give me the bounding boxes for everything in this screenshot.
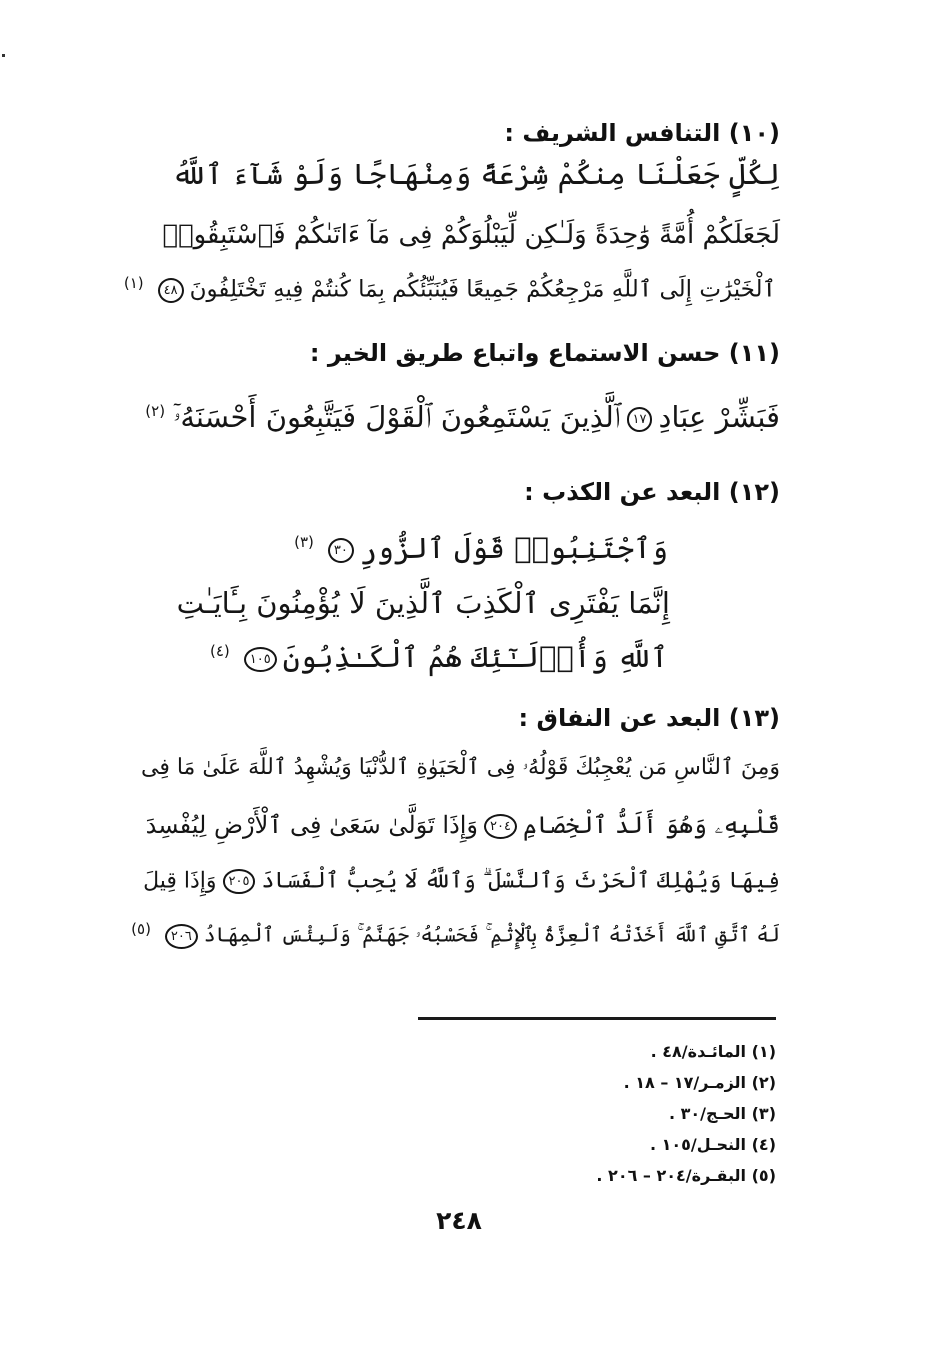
verse-text: لَجَعَلَكُمْ أُمَّةً وَٰحِدَةً وَلَـٰكِن لِّيَبْلُوَكُمْ فِى مَآ ءَاتَىٰكُمْ فَٱسْتَبِقُوا۟	[162, 220, 780, 250]
verse-line	[120, 400, 780, 434]
ayah-number-marker: ٣٠	[328, 538, 354, 563]
verse-text: لِكُلٍّ جَعَلْنَا مِنكُمْ شِرْعَةً وَمِنْهَاجًا وَلَوْ شَآءَ ٱللَّهُ	[171, 157, 780, 191]
footnote-item: (٤) النحـل/١٠٥ .	[649, 1135, 776, 1154]
footnote-separator	[418, 1017, 776, 1020]
ayah-number-marker: ٢٠٤	[484, 814, 517, 839]
section-heading-12: (١٢) البعد عن الكذب :	[524, 478, 780, 506]
footnote-item: (٥) البقـرة/٢٠٤ – ٢٠٦ .	[596, 1166, 776, 1185]
ayah-number-marker: ٢٠٦	[165, 924, 198, 949]
footnote-item: (٣) الحـج/٣٠ .	[668, 1104, 776, 1123]
verse-line	[140, 813, 780, 839]
verse-line	[140, 869, 780, 894]
ayah-number-marker: ٤٨	[158, 278, 184, 303]
verse-line	[140, 157, 780, 191]
verse-line	[140, 222, 780, 248]
section-heading-11: (١١) حسن الاستماع واتباع طريق الخير :	[309, 339, 780, 367]
verse-line	[120, 922, 780, 949]
footnote-item: (٢) الزمـر/١٧ – ١٨ .	[623, 1073, 776, 1092]
verse-line	[140, 757, 780, 779]
ayah-number-marker: ٢٠٥	[223, 869, 256, 894]
verse-text: فَبَشِّرْ عِبَادِ	[658, 400, 780, 434]
footnote-reference: (١)	[123, 274, 144, 292]
verse-text: لَهُ ٱتَّقِ ٱللَّهَ أَخَذَتْهُ ٱلْعِزَّةُ بِٱلْإِثْمِ ۚ فَحَسْبُهُۥ جَهَنَّمُ ۚ وَلَبِئْسَ ٱلْمِهَادُ	[203, 922, 780, 947]
footnote-reference: (٣)	[294, 533, 314, 552]
verse-text: وَإِذَا تَوَلَّىٰ سَعَىٰ فِى ٱلْأَرْضِ لِيُفْسِدَ	[145, 811, 479, 839]
verse-text: فِيهَا وَيُهْلِكَ ٱلْحَرْثَ وَٱلنَّسْلَ ۗ وَٱللَّهُ لَا يُحِبُّ ٱلْفَسَادَ	[261, 868, 780, 894]
verse-text: قَلْبِهِۦ وَهُوَ أَلَدُّ ٱلْخِصَامِ	[522, 811, 780, 839]
verse-text: وَٱجْتَنِبُوا۟ قَوْلَ ٱلزُّورِ	[359, 531, 668, 565]
verse-line	[170, 586, 670, 620]
verse-text: ٱلْخَيْرَٰتِ إِلَى ٱللَّهِ مَرْجِعُكُمْ جَمِيعًا فَيُنَبِّئُكُم بِمَا كُنتُمْ فِيهِ تَخْتَلِفُونَ	[189, 276, 776, 303]
ayah-number-marker: ١٠٥	[244, 647, 277, 672]
footnote-reference: (٢)	[145, 402, 166, 421]
footnote-reference: (٥)	[131, 920, 151, 938]
footnote-item: (١) المائـدة/٤٨ .	[650, 1042, 776, 1061]
verse-text: وَمِنَ ٱلنَّاسِ مَن يُعْجِبُكَ قَوْلُهُۥ فِى ٱلْحَيَوٰةِ ٱلدُّنْيَا وَيُشْهِدُ ٱللَّهَ عَلَىٰ مَا فِى	[141, 755, 780, 780]
verse-text: إِنَّمَا يَفْتَرِى ٱلْكَذِبَ ٱلَّذِينَ لَا يُؤْمِنُونَ بِـَٔايَـٰتِ	[176, 586, 670, 620]
ayah-number-marker: ١٧	[627, 407, 653, 432]
verse-line	[28, 640, 668, 674]
page-number: ٢٤٨	[436, 1206, 482, 1235]
verse-text: ٱلَّذِينَ يَسْتَمِعُونَ ٱلْقَوْلَ فَيَتَّبِعُونَ أَحْسَنَهُۥٓ	[173, 400, 621, 434]
footnotes-list	[356, 1036, 776, 1191]
verse-text: وَإِذَا قِيلَ	[143, 868, 217, 894]
verse-line	[28, 531, 668, 565]
verse-text: ٱللَّهِ وَأُو۟لَـٰٓئِكَ هُمُ ٱلْكَـٰذِبُونَ	[282, 640, 668, 674]
section-heading-13: (١٣) البعد عن النفاق :	[518, 704, 780, 732]
section-heading-10: (١٠) التنافس الشريف :	[504, 119, 780, 147]
footnote-reference: (٤)	[209, 642, 230, 661]
scan-mark	[2, 54, 5, 57]
verse-line	[116, 276, 776, 303]
